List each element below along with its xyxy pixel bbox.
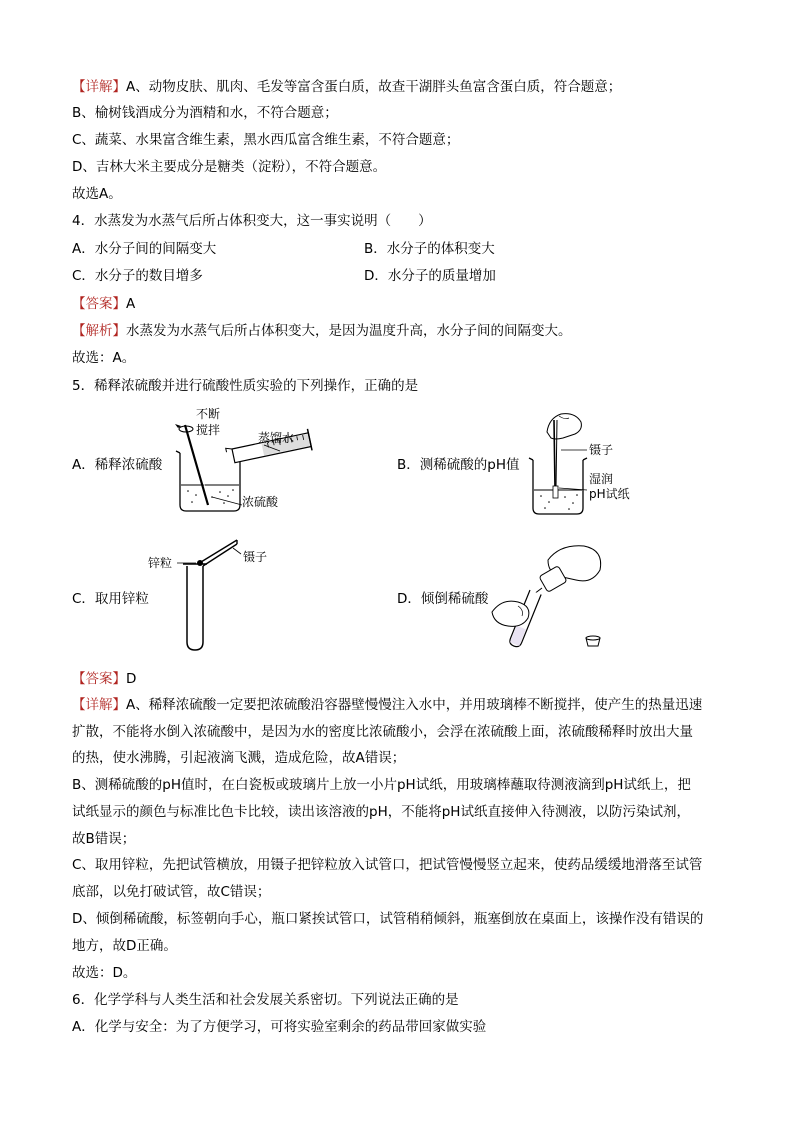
zinc-figure: [145, 530, 285, 655]
label-stir-1: 不断: [196, 407, 221, 421]
q3-explain-b: B、榆树钱酒成分为酒精和水，不符合题意；: [72, 105, 338, 121]
q3-explain-d: D、吉林大米主要成分是糖类（淀粉），不符合题意。: [72, 159, 387, 175]
q5-explain-line-1: 【详解】A、稀释浓硫酸一定要把浓硫酸沿容器壁慢慢注入水中，并用玻璃棒不断搅拌，使产生的热量迅速: [72, 697, 703, 713]
q3-choice: 故选A。: [72, 186, 122, 202]
q4-analysis: 【解析】水蒸发为水蒸气后所占体积变大，是因为温度升高，水分子间的间隔变大。: [72, 323, 572, 339]
q4-option-a: A．水分子间的间隔变大: [72, 241, 217, 257]
label-conc-acid: 浓硫酸: [242, 495, 279, 509]
q6-option-a: A．化学与安全：为了方便学习，可将实验室剩余的药品带回家做实验: [72, 1019, 487, 1035]
pour-acid-figure: [488, 540, 613, 655]
q5-choice: 故选：D。: [72, 965, 137, 981]
dilute-acid-figure: [170, 405, 350, 515]
q5-option-b: B．测稀硫酸的pH值: [397, 457, 520, 473]
label-stir-2: 搅拌: [196, 423, 221, 437]
analysis-tag: 【解析】: [72, 323, 126, 339]
q5-explain-line-5: 试纸显示的颜色与标准比色卡比较，读出该溶液的pH，不能将pH试纸直接伸入待测液，以防污染试剂，: [72, 804, 690, 820]
q5-answer: 【答案】D: [72, 671, 137, 687]
q4-choice: 故选：A。: [72, 350, 136, 366]
q5-option-d: D．倾倒稀硫酸: [397, 591, 489, 607]
q5-explain-line-7: C、取用锌粒，先把试管横放，用镊子把锌粒放入试管口，把试管慢慢竖立起来，使药品缓缓地滑落至试管: [72, 857, 703, 873]
label-wet-1: 湿润: [589, 472, 614, 486]
ph-test-figure: [525, 410, 635, 520]
label-distilled-water: 蒸馏水: [258, 431, 295, 445]
q4-answer: 【答案】A: [72, 296, 136, 312]
label-wet-2: pH试纸: [589, 487, 630, 501]
label-tweezers-b: 镊子: [589, 443, 614, 457]
explain-tag: 【详解】: [72, 697, 126, 713]
q4-stem: 4．水蒸发为水蒸气后所占体积变大，这一事实说明（ ）: [72, 213, 432, 229]
q5-explain-line-3: 的热，使水沸腾，引起液滴飞溅，造成危险，故A错误；: [72, 750, 406, 766]
q4-option-c: C．水分子的数目增多: [72, 268, 203, 284]
q5-explain-line-8: 底部，以免打破试管，故C错误；: [72, 884, 271, 900]
q4-option-d: D．水分子的质量增加: [364, 268, 496, 284]
answer-tag: 【答案】: [72, 296, 126, 312]
q5-option-a: A．稀释浓硫酸: [72, 457, 163, 473]
explain-tag: 【详解】: [72, 79, 126, 95]
label-zinc: 锌粒: [148, 556, 173, 570]
q5-explain-line-2: 扩散，不能将水倒入浓硫酸中，是因为水的密度比浓硫酸小，会浮在浓硫酸上面，浓硫酸稀释时放出大量: [72, 724, 693, 740]
q5-option-c: C．取用锌粒: [72, 591, 149, 607]
q5-explain-line-4: B、测稀硫酸的pH值时，在白瓷板或玻璃片上放一小片pH试纸，用玻璃棒蘸取待测液滴到pH试纸上，把: [72, 777, 691, 793]
q5-explain-line-9: D、倾倒稀硫酸，标签朝向手心，瓶口紧挨试管口，试管稍稍倾斜，瓶塞倒放在桌面上，该操作没有错误的: [72, 911, 704, 927]
answer-tag: 【答案】: [72, 671, 126, 687]
q3-explain-c: C、蔬菜、水果富含维生素，黑水西瓜富含维生素，不符合题意；: [72, 132, 460, 148]
q5-explain-line-6: 故B错误；: [72, 831, 136, 847]
q4-option-b: B．水分子的体积变大: [364, 241, 495, 257]
label-tweezers-c: 镊子: [243, 550, 268, 564]
q5-explain-line-10: 地方，故D正确。: [72, 938, 177, 954]
q5-stem: 5．稀释浓硫酸并进行硫酸性质实验的下列操作，正确的是: [72, 378, 419, 394]
q6-stem: 6．化学学科与人类生活和社会发展关系密切。下列说法正确的是: [72, 992, 459, 1008]
q3-explain-a: 【详解】A、动物皮肤、肌肉、毛发等富含蛋白质，故查干湖胖头鱼富含蛋白质，符合题意；: [72, 79, 622, 95]
